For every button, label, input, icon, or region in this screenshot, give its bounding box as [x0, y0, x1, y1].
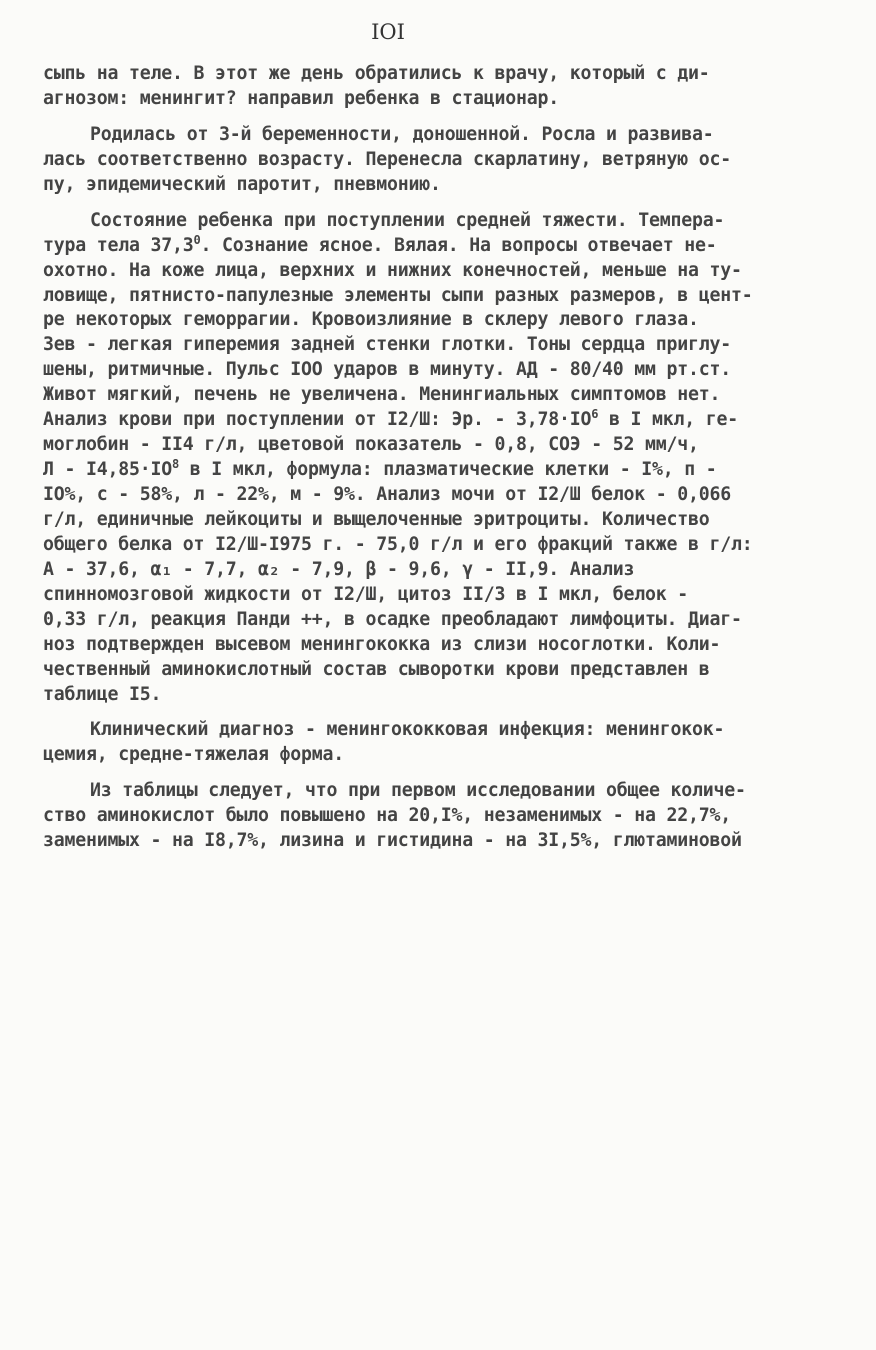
text-line [43, 62, 843, 87]
text-line [43, 658, 843, 683]
paragraph [43, 123, 843, 198]
paragraph [43, 62, 843, 112]
text-segment: ловище, пятнисто-папулезные элементы сыпи разных размеров, в цент- [43, 284, 753, 306]
text-segment: Из таблицы следует, что при первом исследовании общее количе- [90, 780, 746, 802]
text-line [43, 87, 843, 112]
superscript: 6 [591, 407, 599, 422]
text-segment: Живот мягкий, печень не увеличена. Менингиальных симптомов нет. [43, 384, 721, 406]
text-line [43, 259, 843, 284]
text-segment: шены, ритмичные. Пульс IOO ударов в минуту. АД - 80/40 мм рт.ст. [43, 359, 731, 381]
body-text [43, 62, 843, 854]
text-line [43, 383, 843, 408]
text-line [43, 483, 843, 508]
text-segment: ре некоторых геморрагии. Кровоизлияние в склеру левого глаза. [43, 309, 699, 331]
text-line [43, 608, 843, 633]
paragraph [43, 779, 843, 854]
text-segment: таблице I5. [43, 683, 162, 705]
text-segment: заменимых - на I8,7%, лизина и гистидина - на 3I,5%, глютаминовой [43, 830, 742, 852]
paragraph [43, 718, 843, 768]
text-segment: 0,33 г/л, реакция Панди ++, в осадке преобладают лимфоциты. Диаг- [43, 608, 742, 630]
text-line [43, 683, 843, 708]
text-segment: тура тела 37,3 [43, 234, 194, 256]
text-segment: общего белка от I2/Ш-I975 г. - 75,0 г/л и его фракций также в г/л: [43, 533, 753, 555]
text-segment: Клинический диагноз - менингококковая инфекция: менингокок- [90, 719, 725, 741]
paragraph [43, 209, 843, 708]
text-segment: ство аминокислот было повышено на 20,I%, незаменимых - на 22,7%, [43, 805, 731, 827]
text-line [43, 829, 843, 854]
text-segment: IO%, с - 58%, л - 22%, м - 9%. Анализ мочи от I2/Ш белок - 0,066 [43, 484, 731, 505]
text-line [43, 558, 843, 583]
text-segment: в I мкл, формула: плазматические клетки - I%, п - [179, 459, 717, 481]
text-segment: Л - I4,85·IO [43, 459, 172, 481]
text-line [43, 533, 843, 558]
text-line [43, 333, 843, 358]
text-line [43, 284, 843, 309]
text-segment: ноз подтвержден высевом менингококка из слизи носоглотки. Коли- [43, 633, 721, 655]
text-segment: г/л, единичные лейкоциты и выщелоченные эритроциты. Количество [43, 508, 710, 530]
text-segment: А - 37,6, α₁ - 7,7, α₂ - 7,9, β - 9,6, γ - II,9. Анализ [43, 558, 635, 580]
text-line [43, 633, 843, 658]
text-segment: Родилась от 3-й беременности, доношенной. Росла и развива- [90, 123, 714, 145]
text-line [43, 718, 843, 743]
text-segment: лась соответственно возрасту. Перенесла скарлатину, ветряную ос- [43, 148, 731, 170]
text-segment: охотно. На коже лица, верхних и нижних конечностей, меньше на ту- [43, 259, 742, 281]
text-segment: сыпь на теле. В этот же день обратились к врачу, который с ди- [43, 63, 710, 84]
superscript: 8 [172, 457, 180, 472]
text-line [43, 123, 843, 148]
page-number: IOI [371, 20, 405, 44]
text-line [43, 779, 843, 804]
text-line [43, 583, 843, 608]
text-line [43, 508, 843, 533]
text-segment: чественный аминокислотный состав сыворотки крови представлен в [43, 658, 710, 680]
text-segment: пу, эпидемический паротит, пневмонию. [43, 173, 441, 195]
superscript: 0 [193, 232, 201, 247]
text-segment: . Сознание ясное. Вялая. На вопросы отвечает не- [200, 234, 717, 256]
text-segment: агнозом: менингит? направил ребенка в стационар. [43, 87, 559, 109]
text-segment: Анализ крови при поступлении от I2/Ш: Эр. - 3,78·IO [43, 409, 592, 431]
text-segment: Состояние ребенка при поступлении средней тяжести. Темпера- [90, 209, 725, 231]
text-segment: Зев - легкая гиперемия задней стенки глотки. Тоны сердца приглу- [43, 334, 731, 356]
text-line [43, 173, 843, 198]
text-segment: моглобин - II4 г/л, цветовой показатель - 0,8, СОЭ - 52 мм/ч, [43, 434, 699, 456]
text-line [43, 358, 843, 383]
text-line [43, 148, 843, 173]
text-line [43, 458, 843, 483]
text-line [43, 234, 843, 259]
text-line [43, 308, 843, 333]
text-segment: цемия, средне-тяжелая форма. [43, 744, 344, 766]
text-segment: в I мкл, ге- [598, 409, 739, 431]
text-segment: спинномозговой жидкости от I2/Ш, цитоз II/3 в I мкл, белок - [43, 583, 688, 605]
text-line [43, 408, 843, 433]
text-line [43, 433, 843, 458]
text-line [43, 804, 843, 829]
text-line [43, 743, 843, 768]
text-line [43, 209, 843, 234]
